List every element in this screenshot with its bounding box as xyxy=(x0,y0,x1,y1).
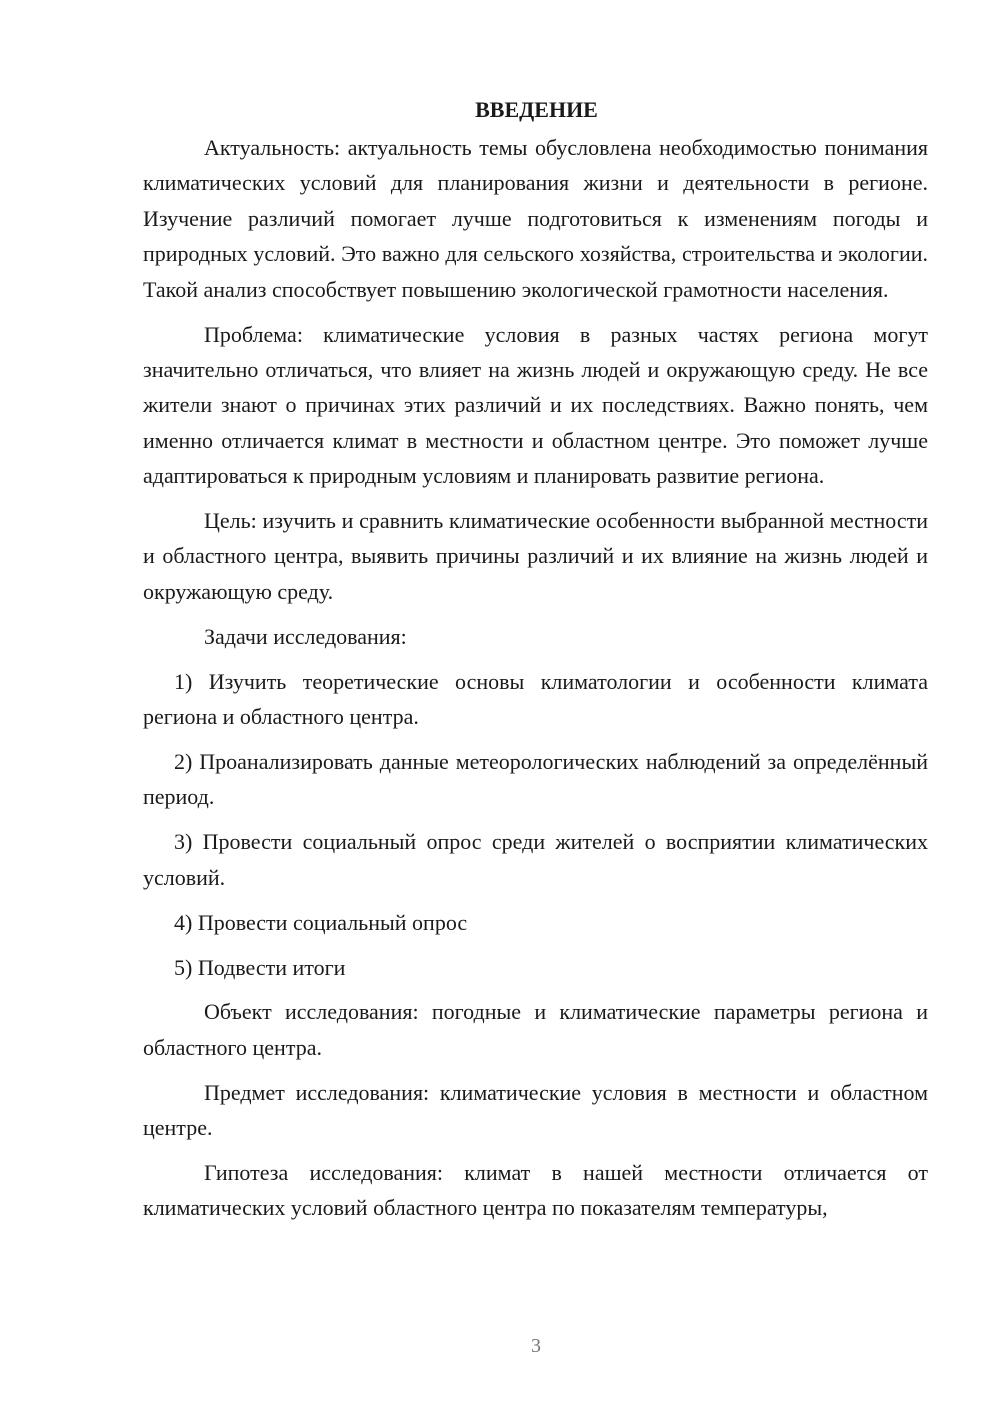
list-item-task-2: 2) Проанализировать данные метеорологических наблюдений за определённый период. xyxy=(143,749,928,810)
paragraph-tasks-heading: Задачи исследования: xyxy=(204,623,407,649)
list-item-task-5: 5) Подвести итоги xyxy=(174,954,346,980)
list-item-task-3: 3) Провести социальный опрос среди жителей о восприятии климатических условий. xyxy=(143,829,928,890)
paragraph-object: Объект исследования: погодные и климатические параметры региона и областного центра. xyxy=(143,999,928,1060)
paragraph-goal: Цель: изучить и сравнить климатические особенности выбранной местности и областного центра, выявить причины различий и их влияние на жизнь людей и окружающую среду. xyxy=(143,508,928,604)
list-item-task-1: 1) Изучить теоретические основы климатологии и особенности климата региона и областного центра. xyxy=(143,668,928,730)
section-title: ВВЕДЕНИЕ xyxy=(475,97,598,122)
paragraph-relevance: Актуальность: актуальность темы обусловлена необходимостью понимания климатических условий для планирования жизни и деятельности в регионе. Изучение различий помогает лучше подготовиться к изменениям погоды и природных условий. Это важно для сельского хозяйства, строительства и экологии. Такой анализ способствует повышению экологической грамотности населения. xyxy=(143,135,928,302)
paragraph-problem: Проблема: климатические условия в разных частях региона могут значительно отличаться, что влияет на жизнь людей и окружающую среду. Не все жители знают о причинах этих различий и их последствиях. Важно понять, чем именно отличается климат в местности и областном центре. Это поможет лучше адаптироваться к природным условиям и планировать развитие региона. xyxy=(143,321,928,489)
list-item-task-4: 4) Провести социальный опрос xyxy=(174,909,468,935)
page-number: 3 xyxy=(531,1335,541,1357)
paragraph-hypothesis: Гипотеза исследования: климат в нашей местности отличается от климатических условий областного центра по показателям температуры, xyxy=(143,1160,928,1221)
document-page xyxy=(143,92,928,1226)
paragraph-subject: Предмет исследования: климатические условия в местности и областном центре. xyxy=(143,1079,928,1141)
